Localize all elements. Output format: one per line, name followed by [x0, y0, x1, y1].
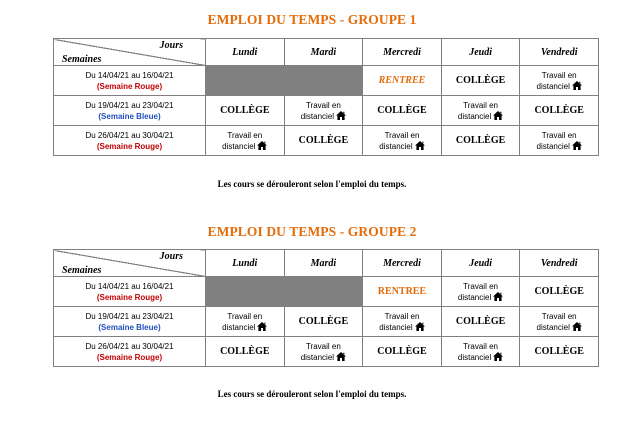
house-icon [572, 141, 582, 150]
house-icon [493, 292, 503, 301]
remote-line2: distanciel [457, 111, 492, 121]
remote-line1: Travail en [463, 100, 498, 110]
college-cell: COLLÈGE [363, 337, 442, 367]
week-cell [54, 307, 206, 337]
empty-cell [284, 277, 363, 307]
remote-line1: Travail en [227, 311, 263, 321]
table-row [54, 126, 599, 156]
day-header-jeudi: Jeudi [441, 39, 520, 66]
header-row [54, 39, 599, 66]
house-icon [257, 322, 267, 331]
remote-line1: Travail en [463, 341, 498, 351]
remote-cell [441, 337, 520, 367]
week-dates: Du 19/04/21 au 23/04/21 [85, 100, 174, 110]
remote-line1: Travail en [541, 70, 577, 80]
remote-cell [206, 307, 285, 337]
remote-line2-wrap [520, 81, 598, 92]
group1-timetable [53, 38, 599, 156]
remote-line2: distanciel [379, 141, 413, 151]
remote-cell [441, 96, 520, 126]
group2-timetable [53, 249, 599, 367]
college-cell: COLLÈGE [363, 96, 442, 126]
college-cell: COLLÈGE [441, 307, 520, 337]
week-cell [54, 277, 206, 307]
remote-line2: distanciel [379, 322, 413, 332]
day-header-lundi: Lundi [206, 39, 285, 66]
house-icon [493, 111, 503, 120]
table-row [54, 337, 599, 367]
remote-line1: Travail en [541, 311, 577, 321]
college-cell: COLLÈGE [206, 96, 285, 126]
college-cell: COLLÈGE [520, 277, 599, 307]
day-header-mercredi: Mercredi [363, 250, 442, 277]
remote-line2: distanciel [457, 292, 492, 302]
empty-cell [206, 277, 285, 307]
remote-line1: Travail en [384, 311, 420, 321]
week-cell [54, 66, 206, 96]
corner-cell [54, 39, 206, 66]
remote-line2-wrap [363, 141, 441, 152]
remote-line1: Travail en [227, 130, 263, 140]
day-header-vendredi: Vendredi [520, 39, 599, 66]
remote-line1: Travail en [384, 130, 420, 140]
remote-cell [520, 126, 599, 156]
day-header-mardi: Mardi [284, 39, 363, 66]
group1-title: EMPLOI DU TEMPS - GROUPE 1 [207, 12, 417, 27]
house-icon [493, 352, 503, 361]
jours-label: Jours [159, 251, 183, 262]
remote-line1: Travail en [463, 281, 498, 291]
remote-line1: Travail en [305, 341, 341, 351]
table-row [54, 277, 599, 307]
week-cell [54, 96, 206, 126]
college-cell: COLLÈGE [284, 307, 363, 337]
remote-line2-wrap [206, 322, 284, 333]
day-header-mardi: Mardi [284, 250, 363, 277]
remote-line2-wrap [442, 292, 520, 303]
college-cell: COLLÈGE [520, 337, 599, 367]
remote-cell [520, 307, 599, 337]
week-dates: Du 14/04/21 au 16/04/21 [85, 70, 174, 80]
house-icon [415, 322, 425, 331]
remote-line2: distanciel [222, 322, 256, 332]
header-row [54, 250, 599, 277]
remote-cell [363, 307, 442, 337]
week-dates: Du 19/04/21 au 23/04/21 [85, 311, 174, 321]
remote-line2: distanciel [457, 352, 492, 362]
remote-line2-wrap [520, 322, 598, 333]
house-icon [336, 352, 346, 361]
week-label: (Semaine Bleue) [98, 322, 161, 332]
remote-line2-wrap [285, 352, 363, 363]
remote-cell [284, 96, 363, 126]
day-header-jeudi: Jeudi [441, 250, 520, 277]
semaines-label: Semaines [62, 265, 102, 276]
remote-line2-wrap [363, 322, 441, 333]
remote-cell [284, 337, 363, 367]
corner-cell [54, 250, 206, 277]
college-cell: COLLÈGE [284, 126, 363, 156]
remote-line2-wrap [285, 111, 363, 122]
remote-line2-wrap [520, 141, 598, 152]
remote-line2: distanciel [300, 352, 335, 362]
jours-label: Jours [159, 40, 183, 51]
table-row [54, 96, 599, 126]
week-cell [54, 337, 206, 367]
week-cell [54, 126, 206, 156]
college-cell: COLLÈGE [441, 66, 520, 96]
empty-cell [206, 66, 285, 96]
remote-line2-wrap [206, 141, 284, 152]
house-icon [572, 81, 582, 90]
empty-cell [284, 66, 363, 96]
college-cell: COLLÈGE [206, 337, 285, 367]
week-dates: Du 26/04/21 au 30/04/21 [85, 341, 174, 351]
week-label: (Semaine Rouge) [96, 292, 163, 302]
remote-line2: distanciel [536, 141, 570, 151]
semaines-label: Semaines [62, 54, 102, 65]
week-label: (Semaine Rouge) [96, 81, 163, 91]
day-header-vendredi: Vendredi [520, 250, 599, 277]
group2-note: Les cours se dérouleront selon l'emploi du temps. [217, 389, 407, 399]
remote-cell [441, 277, 520, 307]
group1-note: Les cours se dérouleront selon l'emploi du temps. [217, 179, 407, 189]
week-label: (Semaine Rouge) [96, 352, 163, 362]
remote-line1: Travail en [541, 130, 577, 140]
house-icon [257, 141, 267, 150]
house-icon [336, 111, 346, 120]
rentree-cell: RENTREE [363, 277, 442, 307]
rentree-cell: RENTREE [363, 66, 442, 96]
remote-cell [206, 126, 285, 156]
remote-cell [520, 66, 599, 96]
college-cell: COLLÈGE [520, 96, 599, 126]
remote-line2-wrap [442, 111, 520, 122]
day-header-mercredi: Mercredi [363, 39, 442, 66]
remote-line2: distanciel [536, 322, 570, 332]
remote-line2-wrap [442, 352, 520, 363]
house-icon [415, 141, 425, 150]
day-header-lundi: Lundi [206, 250, 285, 277]
college-cell: COLLÈGE [441, 126, 520, 156]
remote-line2: distanciel [300, 111, 335, 121]
remote-cell [363, 126, 442, 156]
remote-line2: distanciel [536, 81, 570, 91]
week-dates: Du 26/04/21 au 30/04/21 [85, 130, 174, 140]
week-dates: Du 14/04/21 au 16/04/21 [85, 281, 174, 291]
group2-title: EMPLOI DU TEMPS - GROUPE 2 [207, 224, 417, 239]
table-row [54, 307, 599, 337]
remote-line1: Travail en [305, 100, 341, 110]
week-label: (Semaine Rouge) [96, 141, 163, 151]
table-row [54, 66, 599, 96]
house-icon [572, 322, 582, 331]
remote-line2: distanciel [222, 141, 256, 151]
week-label: (Semaine Bleue) [98, 111, 161, 121]
